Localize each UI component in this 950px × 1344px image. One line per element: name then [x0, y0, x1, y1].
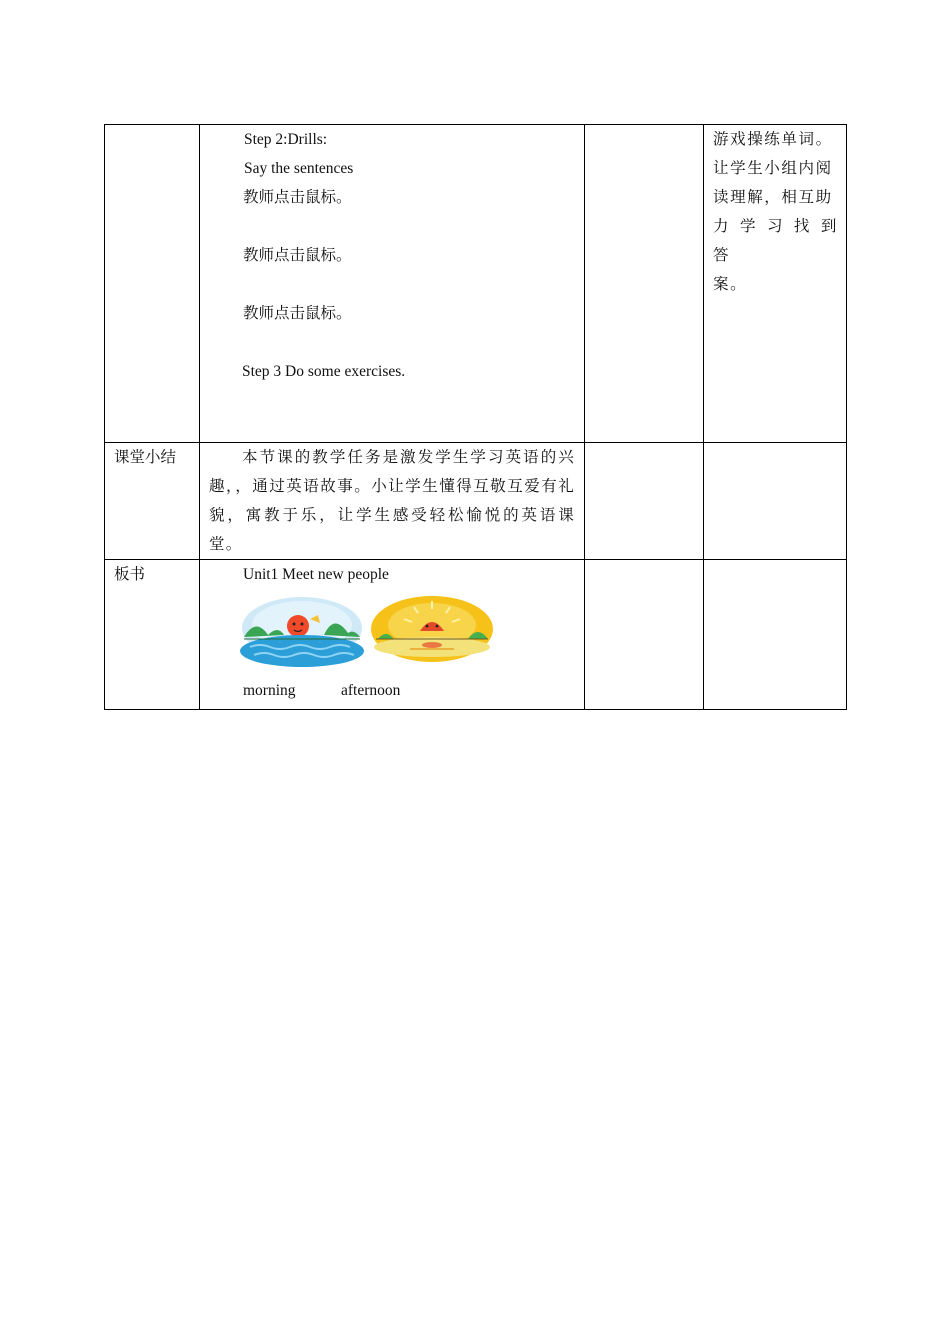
word-afternoon: afternoon — [341, 682, 401, 699]
process-intent-cell — [704, 125, 847, 443]
word-morning: morning — [243, 682, 296, 699]
process-empty-cell — [585, 125, 704, 443]
process-row — [105, 125, 847, 443]
board-content-cell — [200, 560, 585, 710]
board-images — [200, 595, 584, 673]
say-sentences-line: Say the sentences — [244, 160, 354, 177]
step2-heading: Step 2:Drills: — [244, 131, 328, 148]
summary-label: 课堂小结 — [105, 443, 200, 560]
teacher-click-line-2: 教师点击鼠标。 — [243, 247, 352, 264]
board-empty-cell-2 — [704, 560, 847, 710]
board-words — [200, 676, 584, 705]
lesson-plan-table — [104, 124, 847, 710]
summary-text: 本节课的教学任务是激发学生学习英语的兴趣，，通过英语故事。小让学生懂得互敬互爱有礼貌，寓教于乐，让学生感受轻松愉悦的英语课堂。 — [200, 443, 585, 560]
intent-line-5: 案。 — [713, 276, 748, 293]
intent-line-2: 让学生小组内阅 — [713, 160, 833, 177]
summary-empty-cell-2 — [704, 443, 847, 560]
intent-line-3: 读理解，相互助 — [713, 189, 833, 206]
morning-sun-lake-icon — [240, 595, 364, 669]
board-row — [105, 560, 847, 710]
summary-row — [105, 443, 847, 560]
board-title: Unit1 Meet new people — [243, 566, 389, 583]
teacher-click-line-1: 教师点击鼠标。 — [243, 189, 352, 206]
board-label: 板书 — [105, 560, 200, 710]
process-row-label — [105, 125, 200, 443]
intent-line-1: 游戏操练单词。 — [713, 131, 833, 148]
intent-line-4: 力 学 习 找 到 答 — [713, 218, 838, 264]
teacher-click-line-3: 教师点击鼠标。 — [243, 305, 352, 322]
board-empty-cell-1 — [585, 560, 704, 710]
afternoon-sun-lake-icon — [370, 595, 494, 669]
process-content-cell — [200, 125, 585, 443]
step3-heading: Step 3 Do some exercises. — [242, 363, 406, 380]
summary-empty-cell-1 — [585, 443, 704, 560]
